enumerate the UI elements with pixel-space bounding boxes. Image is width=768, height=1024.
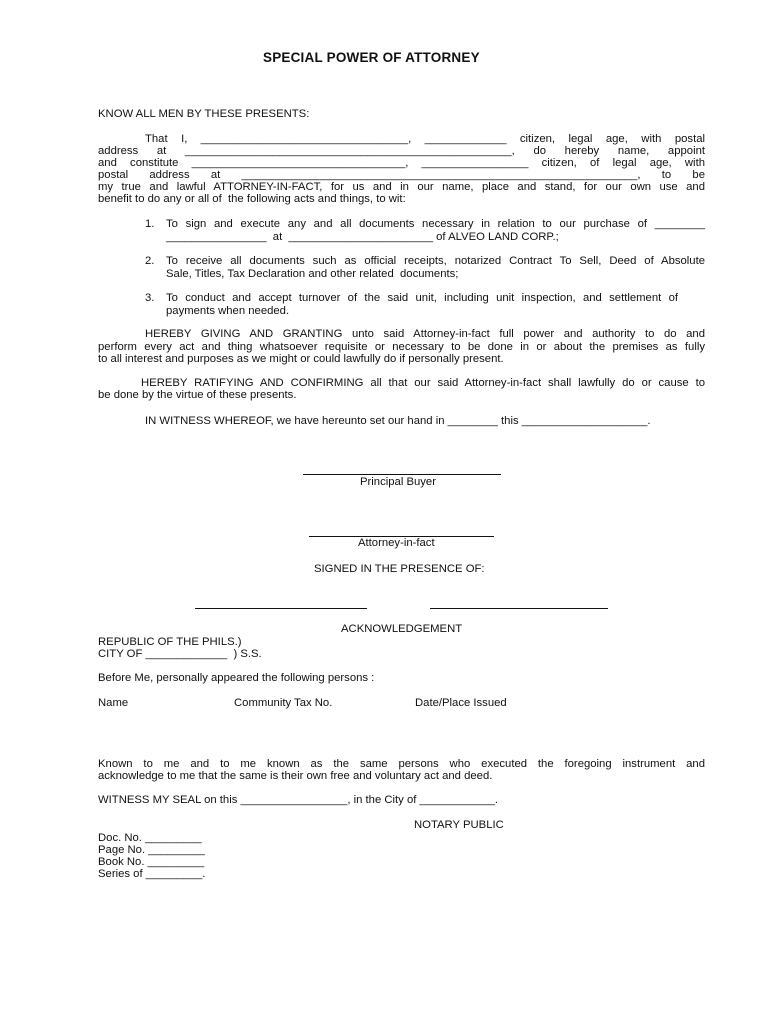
item-line: To receive all documents such as official receipts, notarized Contract To Sell, Deed of Absolute (166, 255, 705, 267)
document-title: SPECIAL POWER OF ATTORNEY (263, 50, 480, 65)
item-line: To conduct and accept turnover of the said unit, including unit inspection, and settlement of (166, 292, 678, 304)
page-no-line: Page No. _________ (98, 844, 205, 856)
seal-line: WITNESS MY SEAL on this _________________, in the City of ____________. (98, 794, 499, 806)
column-name: Name (98, 697, 129, 709)
column-community-tax: Community Tax No. (234, 697, 333, 709)
attorney-in-fact-label: Attorney-in-fact (358, 537, 435, 549)
ratifying-line2: be done by the virtue of these presents. (98, 389, 297, 401)
item-number: 3. (145, 292, 155, 304)
item-number: 1. (145, 218, 155, 230)
item-line: payments when needed. (166, 305, 290, 317)
para1-line4: postal address at _______________________________________________________________, to be (98, 169, 705, 181)
item-line: Sale, Titles, Tax Declaration and other related documents; (166, 268, 459, 280)
item-line: To sign and execute any and all documents necessary in relation to our purchase of ________ (166, 218, 705, 230)
ratifying-line1: HEREBY RATIFYING AND CONFIRMING all that our said Attorney-in-fact shall lawfully do or cause to (141, 377, 705, 389)
republic-line: REPUBLIC OF THE PHILS.) (98, 636, 242, 648)
item-number: 2. (145, 255, 155, 267)
known-line2: acknowledge to me that the same is their own free and voluntary act and deed. (98, 770, 493, 782)
city-line: CITY OF _____________ ) S.S. (98, 648, 262, 660)
witness-signature-line (430, 608, 608, 609)
doc-no-line: Doc. No. _________ (98, 832, 202, 844)
before-me-line: Before Me, personally appeared the following persons : (98, 672, 375, 684)
series-of-line: Series of _________. (98, 868, 206, 880)
para1-line1: That I, _________________________________, _____________ citizen, legal age, with postal (145, 133, 705, 145)
acknowledgement-heading: ACKNOWLEDGEMENT (341, 623, 463, 635)
giving-line2: perform every act and thing whatsoever requisite or necessary to be done in or about the premises as fully (98, 341, 705, 353)
para1-line3: and constitute __________________________________, _________________ citizen, of legal age, with (98, 157, 705, 169)
para1-line6: benefit to do any or all of the following acts and things, to wit: (98, 193, 406, 205)
book-no-line: Book No. _________ (98, 856, 205, 868)
column-date-place: Date/Place Issued (415, 697, 507, 709)
item-line: ________________ at _______________________ of ALVEO LAND CORP.; (166, 231, 559, 243)
witness-signature-line (195, 608, 367, 609)
signature-line (303, 474, 501, 475)
witness-line: IN WITNESS WHEREOF, we have hereunto set our hand in ________ this ____________________. (145, 415, 651, 427)
para1-line5: my true and lawful ATTORNEY-IN-FACT, for us and in our name, place and stand, for our own use and (98, 181, 705, 193)
para1-line2: address at ____________________________________________________, do hereby name, appoint (98, 145, 705, 157)
known-line1: Known to me and to me known as the same persons who executed the foregoing instrument and (98, 758, 705, 770)
opening-line: KNOW ALL MEN BY THESE PRESENTS: (98, 108, 310, 120)
giving-line3: to all interest and purposes as we might or could lawfully do if personally present. (98, 353, 504, 365)
notary-public-label: NOTARY PUBLIC (414, 819, 504, 831)
signed-presence-label: SIGNED IN THE PRESENCE OF: (314, 563, 485, 575)
giving-line1: HEREBY GIVING AND GRANTING unto said Attorney-in-fact full power and authority to do and (145, 328, 705, 340)
principal-buyer-label: Principal Buyer (360, 476, 436, 488)
